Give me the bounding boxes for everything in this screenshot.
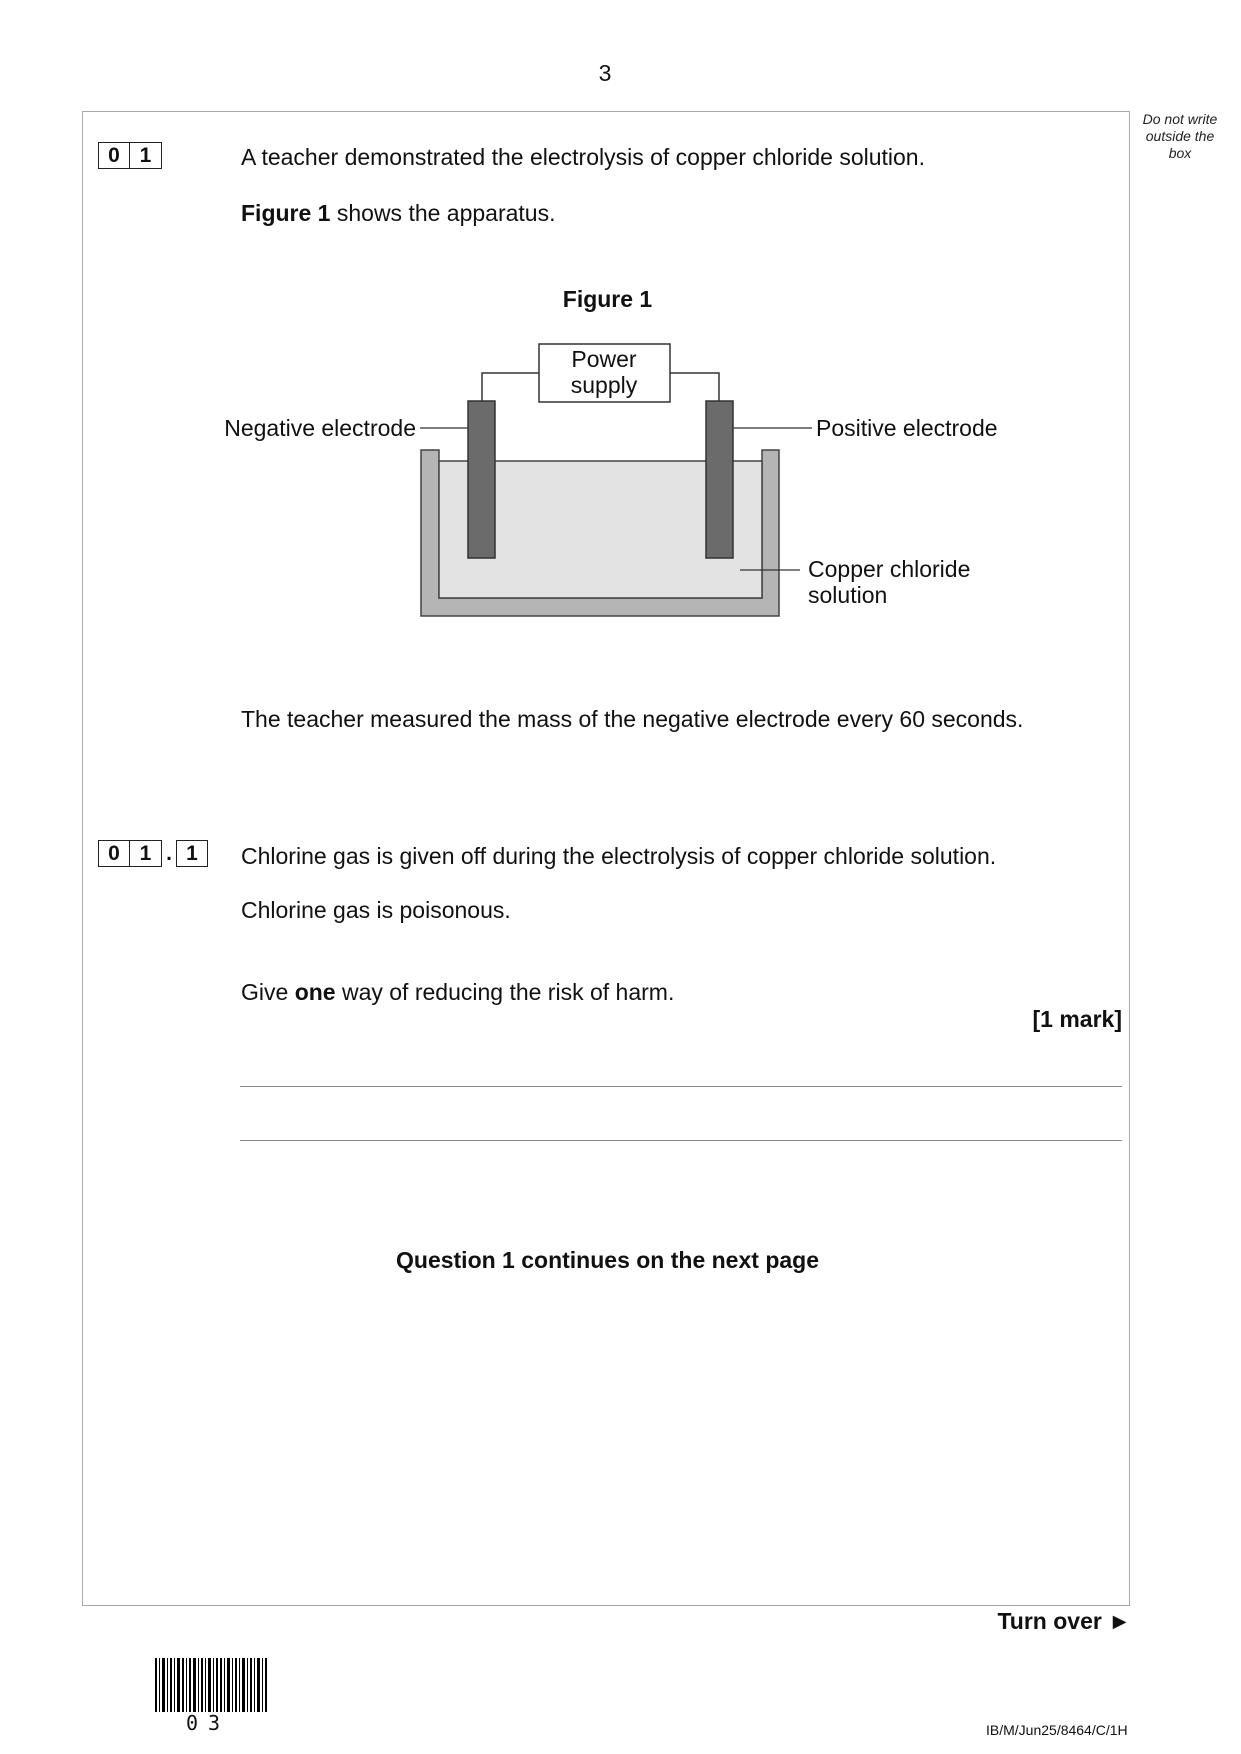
power-supply-label-1: Power bbox=[571, 346, 637, 372]
negative-electrode bbox=[468, 401, 495, 558]
measurement-text: The teacher measured the mass of the negative electrode every 60 seconds. bbox=[241, 706, 1024, 732]
question-1-1-instruction bbox=[241, 978, 674, 1006]
footer-reference: IB/M/Jun25/8464/C/1H bbox=[986, 1722, 1128, 1738]
figure-reference-rest: shows the apparatus. bbox=[330, 200, 556, 226]
question-1-1-line2: Chlorine gas is poisonous. bbox=[241, 897, 511, 923]
instruction-bold: one bbox=[294, 979, 336, 1005]
continues-notice: Question 1 continues on the next page bbox=[396, 1247, 819, 1273]
answer-line[interactable] bbox=[240, 1086, 1122, 1087]
number-cell: 0 bbox=[98, 840, 130, 867]
power-supply-label-2: supply bbox=[570, 372, 638, 398]
question-intro: A teacher demonstrated the electrolysis of copper chloride solution. bbox=[241, 144, 925, 170]
negative-electrode-label: Negative electrode bbox=[224, 415, 416, 441]
positive-electrode-label: Positive electrode bbox=[816, 415, 998, 441]
figure-reference-bold: Figure 1 bbox=[241, 200, 331, 226]
number-cell: 1 bbox=[130, 142, 162, 169]
margin-note-line: box bbox=[1168, 145, 1192, 161]
number-cell: 0 bbox=[98, 142, 130, 169]
margin-note-line: outside the bbox=[1145, 128, 1215, 144]
number-dot: . bbox=[166, 841, 172, 865]
question-1-1-line1: Chlorine gas is given off during the electrolysis of copper chloride solution. bbox=[241, 843, 997, 869]
instruction-post: way of reducing the risk of harm. bbox=[335, 979, 675, 1005]
figure-electrolysis-apparatus bbox=[0, 0, 1241, 660]
question-number-01-1 bbox=[98, 840, 208, 867]
wire-right bbox=[670, 373, 719, 401]
figure-title: Figure 1 bbox=[562, 286, 653, 312]
marks-label: [1 mark] bbox=[1032, 1006, 1122, 1032]
page-number: 3 bbox=[598, 60, 612, 86]
wire-left bbox=[482, 373, 539, 401]
number-cell: 1 bbox=[176, 840, 208, 867]
number-cell: 1 bbox=[130, 840, 162, 867]
barcode-icon bbox=[155, 1658, 267, 1712]
solution-label-2: solution bbox=[808, 582, 888, 608]
margin-note-line: Do not write bbox=[1142, 111, 1218, 127]
barcode-digits: 03 bbox=[186, 1711, 231, 1735]
instruction-pre: Give bbox=[241, 979, 295, 1005]
positive-electrode bbox=[706, 401, 733, 558]
solution-label-1: Copper chloride bbox=[808, 556, 971, 582]
turn-over-label: Turn over ► bbox=[997, 1608, 1131, 1634]
answer-line[interactable] bbox=[240, 1140, 1122, 1141]
